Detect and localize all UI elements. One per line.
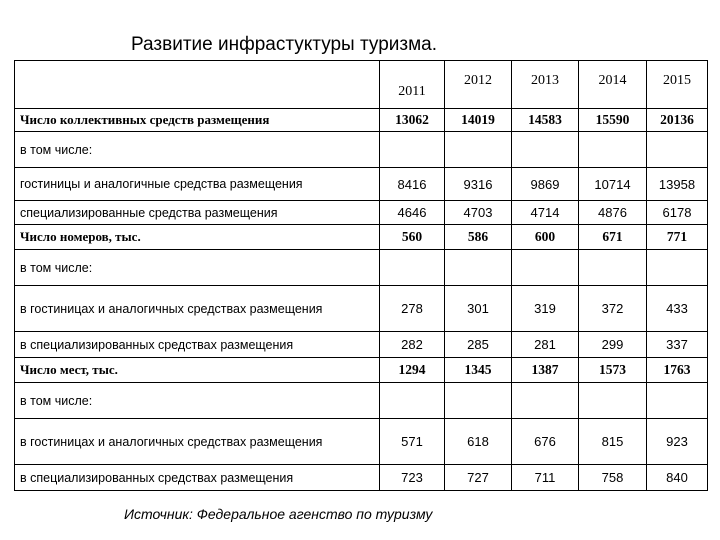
value-cell: 9316 bbox=[445, 168, 512, 201]
value-cell: 1294 bbox=[380, 358, 445, 383]
value-cell: 301 bbox=[445, 286, 512, 332]
value-cell: 13062 bbox=[380, 109, 445, 132]
row-label: в том числе: bbox=[15, 132, 380, 168]
value-cell: 560 bbox=[380, 225, 445, 250]
table-row bbox=[15, 332, 708, 358]
value-cell bbox=[380, 132, 445, 168]
value-cell: 337 bbox=[647, 332, 708, 358]
header-empty-cell bbox=[15, 61, 380, 109]
table-row bbox=[15, 225, 708, 250]
page-title: Развитие инфрастуктуры туризма. bbox=[131, 34, 437, 55]
value-cell bbox=[647, 250, 708, 286]
value-cell: 671 bbox=[579, 225, 647, 250]
value-cell: 600 bbox=[512, 225, 579, 250]
table-row bbox=[15, 250, 708, 286]
value-cell: 618 bbox=[445, 419, 512, 465]
row-label: в том числе: bbox=[15, 250, 380, 286]
value-cell: 840 bbox=[647, 465, 708, 491]
value-cell bbox=[445, 250, 512, 286]
table-row bbox=[15, 419, 708, 465]
value-cell bbox=[512, 383, 579, 419]
value-cell bbox=[512, 250, 579, 286]
value-cell: 815 bbox=[579, 419, 647, 465]
table-row bbox=[15, 383, 708, 419]
value-cell bbox=[445, 132, 512, 168]
value-cell: 282 bbox=[380, 332, 445, 358]
row-label: гостиницы и аналогичные средства размещения bbox=[15, 168, 380, 201]
value-cell: 8416 bbox=[380, 168, 445, 201]
value-cell: 13958 bbox=[647, 168, 708, 201]
value-cell: 4876 bbox=[579, 201, 647, 225]
header-year-cell: 2015 bbox=[647, 61, 708, 109]
value-cell: 4646 bbox=[380, 201, 445, 225]
value-cell: 4714 bbox=[512, 201, 579, 225]
value-cell: 1387 bbox=[512, 358, 579, 383]
value-cell bbox=[647, 132, 708, 168]
value-cell: 571 bbox=[380, 419, 445, 465]
value-cell: 923 bbox=[647, 419, 708, 465]
value-cell: 15590 bbox=[579, 109, 647, 132]
row-label: Число номеров, тыс. bbox=[15, 225, 380, 250]
row-label: Число мест, тыс. bbox=[15, 358, 380, 383]
value-cell bbox=[579, 383, 647, 419]
table-row bbox=[15, 201, 708, 225]
header-year-cell: 2012 bbox=[445, 61, 512, 109]
table-body bbox=[15, 61, 708, 491]
value-cell: 1345 bbox=[445, 358, 512, 383]
table-row bbox=[15, 109, 708, 132]
value-cell: 285 bbox=[445, 332, 512, 358]
value-cell: 1763 bbox=[647, 358, 708, 383]
value-cell: 372 bbox=[579, 286, 647, 332]
value-cell: 433 bbox=[647, 286, 708, 332]
row-label: специализированные средства размещения bbox=[15, 201, 380, 225]
value-cell: 10714 bbox=[579, 168, 647, 201]
header-year-cell: 2014 bbox=[579, 61, 647, 109]
value-cell: 727 bbox=[445, 465, 512, 491]
value-cell: 1573 bbox=[579, 358, 647, 383]
value-cell: 20136 bbox=[647, 109, 708, 132]
value-cell: 9869 bbox=[512, 168, 579, 201]
value-cell: 4703 bbox=[445, 201, 512, 225]
value-cell bbox=[579, 250, 647, 286]
value-cell: 299 bbox=[579, 332, 647, 358]
header-row bbox=[15, 61, 708, 109]
value-cell: 281 bbox=[512, 332, 579, 358]
row-label: в том числе: bbox=[15, 383, 380, 419]
value-cell bbox=[445, 383, 512, 419]
value-cell bbox=[647, 383, 708, 419]
value-cell: 771 bbox=[647, 225, 708, 250]
row-label: в специализированных средствах размещения bbox=[15, 332, 380, 358]
row-label: в специализированных средствах размещения bbox=[15, 465, 380, 491]
source-note: Источник: Федеральное агенство по туризму bbox=[124, 506, 433, 522]
table-row bbox=[15, 358, 708, 383]
value-cell: 758 bbox=[579, 465, 647, 491]
header-year-cell: 2011 bbox=[380, 61, 445, 109]
row-label: Число коллективных средств размещения bbox=[15, 109, 380, 132]
value-cell: 319 bbox=[512, 286, 579, 332]
value-cell: 723 bbox=[380, 465, 445, 491]
table-row bbox=[15, 465, 708, 491]
value-cell: 14019 bbox=[445, 109, 512, 132]
value-cell: 14583 bbox=[512, 109, 579, 132]
table-row bbox=[15, 132, 708, 168]
row-label: в гостиницах и аналогичных средствах размещения bbox=[15, 419, 380, 465]
row-label: в гостиницах и аналогичных средствах размещения bbox=[15, 286, 380, 332]
value-cell: 586 bbox=[445, 225, 512, 250]
table-row bbox=[15, 286, 708, 332]
table-row bbox=[15, 168, 708, 201]
infrastructure-table bbox=[14, 60, 708, 491]
value-cell bbox=[380, 383, 445, 419]
value-cell: 711 bbox=[512, 465, 579, 491]
value-cell bbox=[380, 250, 445, 286]
header-year-cell: 2013 bbox=[512, 61, 579, 109]
value-cell bbox=[512, 132, 579, 168]
value-cell: 6178 bbox=[647, 201, 708, 225]
value-cell bbox=[579, 132, 647, 168]
value-cell: 278 bbox=[380, 286, 445, 332]
value-cell: 676 bbox=[512, 419, 579, 465]
